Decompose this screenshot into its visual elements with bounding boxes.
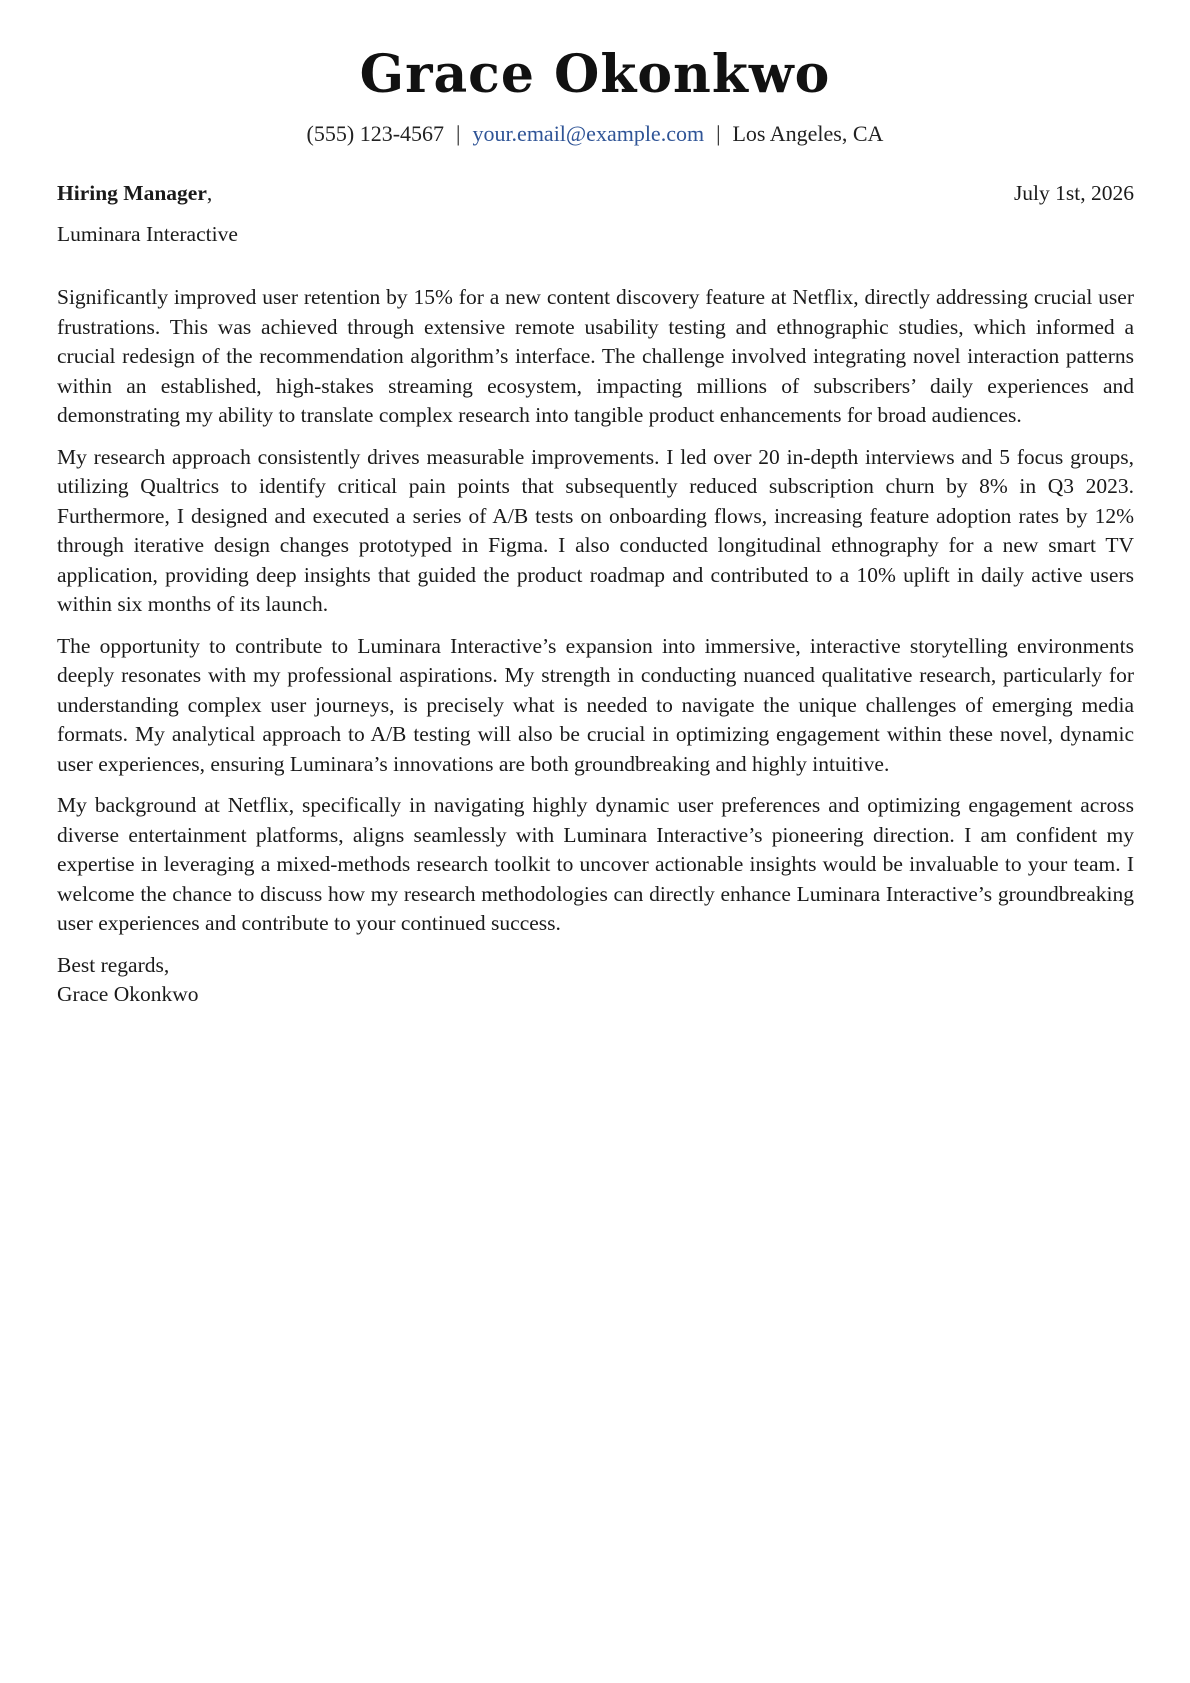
location: Los Angeles, CA (732, 121, 884, 146)
signature-name: Grace Okonkwo (57, 982, 199, 1006)
body-paragraph: My research approach consistently drives measurable improvements. I led over 20 in-depth interviews and 5 focus groups, utilizing Qualtrics to identify critical pain points that subsequently reduced subscription churn by 8% in Q3 2023. Furthermore, I designed and executed a series of A/B tests on onboarding flows, increasing feature adoption rates by 12% through iterative design changes prototyped in Figma. I also conducted longitudinal ethnography for a new smart TV application, providing deep insights that guided the product roadmap and contributed to a 10% uplift in daily active users within six months of its launch. (57, 444, 1134, 616)
letter-header (0, 40, 1190, 148)
recipient-company: Luminara Interactive (57, 222, 238, 246)
body-paragraph: The opportunity to contribute to Luminara Interactive’s expansion into immersive, interactive storytelling environments deeply resonates with my professional aspirations. My strength in conducting nuanced qualitative research, particularly for understanding complex user journeys, is precisely what is needed to navigate the unique challenges of emerging media formats. My analytical approach to A/B testing will also be crucial in optimizing engagement within these novel, dynamic user experiences, ensuring Luminara’s innovations are both groundbreaking and highly intuitive. (57, 633, 1134, 776)
applicant-name: Grace Okonkwo (359, 44, 831, 105)
body-paragraph: Significantly improved user retention by 15% for a new content discovery feature at Netflix, directly addressing crucial user frustrations. This was achieved through extensive remote usability testing and ethnographic studies, which informed a crucial redesign of the recommendation algorithm’s interface. The challenge involved integrating novel interaction patterns within an established, high-stakes streaming ecosystem, impacting millions of subscribers’ daily experiences and demonstrating my ability to translate complex research into tangible product enhancements for broad audiences. (57, 285, 1134, 427)
contact-line (0, 120, 1190, 148)
recipient-greeting (57, 178, 212, 208)
closing-block (57, 951, 1134, 1010)
recipient-name-suffix: , (206, 181, 213, 205)
closing-salutation: Best regards, (57, 952, 170, 977)
body-paragraph: My background at Netflix, specifically in navigating highly dynamic user preferences and optimizing engagement across diverse entertainment platforms, aligns seamlessly with Luminara Interactive’s pioneering direction. I am confident my expertise in leveraging a mixed-methods research toolkit to uncover actionable insights would be invaluable to your team. I welcome the chance to discuss how my research methodologies can directly enhance Luminara Interactive’s groundbreaking user experiences and contribute to your continued success. (57, 793, 1134, 935)
contact-separator: | (456, 121, 461, 146)
phone-number: (555) 123-4567 (306, 121, 445, 146)
contact-separator: | (716, 121, 721, 146)
email-link[interactable]: your.email@example.com (472, 121, 705, 146)
recipient-row (57, 178, 1134, 208)
recipient-name: Hiring Manager (57, 181, 207, 205)
letter-body (57, 178, 1134, 1010)
letter-date: July 1st, 2026 (1013, 181, 1134, 205)
